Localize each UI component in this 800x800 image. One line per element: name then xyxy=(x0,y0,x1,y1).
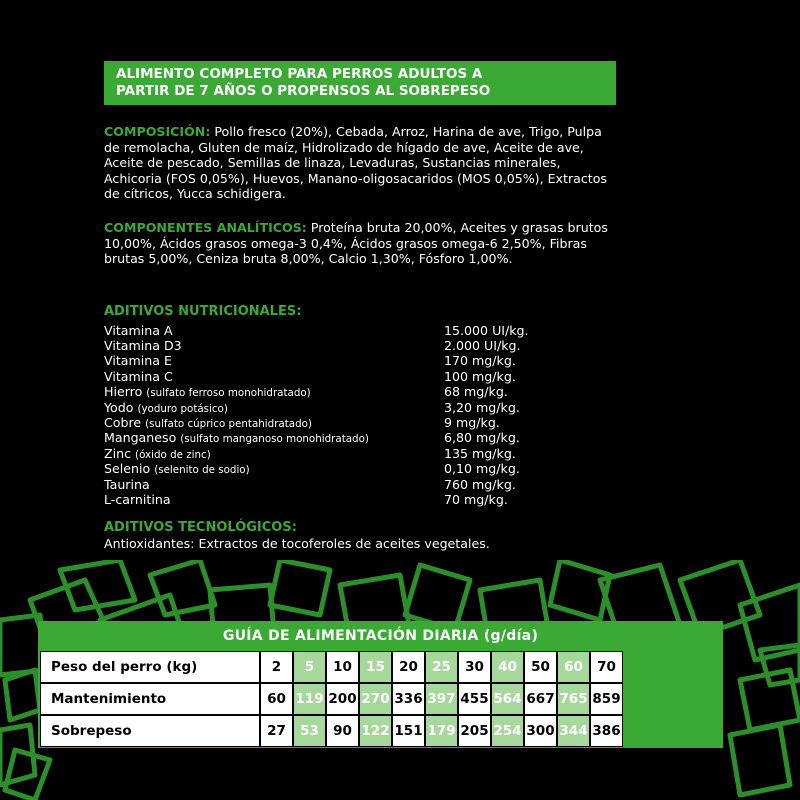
additive-name xyxy=(104,369,444,384)
additive-row xyxy=(104,353,624,368)
additive-name xyxy=(104,338,444,353)
feeding-row-label: Sobrepeso xyxy=(40,715,260,747)
analytical-text: Proteína bruta 20,00%, Aceites y grasas brutos 10,00%, Ácidos grasos omega-3 0,4%, Ácidos grasos omega-6 2,50%, Fibras brutas 5,00%, Ceniza bruta 8,00%, Calcio 1,30%, Fósforo 1,00%. xyxy=(104,220,608,267)
feeding-cell: 122 xyxy=(359,715,392,747)
feeding-cell: 5 xyxy=(293,651,326,683)
feeding-cell: 53 xyxy=(293,715,326,747)
feeding-cell: 397 xyxy=(425,683,458,715)
additive-name-text: Manganeso xyxy=(104,430,181,446)
feeding-cell: 179 xyxy=(425,715,458,747)
additive-note: (sulfato cúprico pentahidratado) xyxy=(145,417,312,430)
additive-note: (sulfato ferroso monohidratado) xyxy=(146,387,311,400)
additive-row xyxy=(104,492,624,507)
additive-note: (sulfato manganoso monohidratado) xyxy=(180,433,369,446)
additive-name-text: Zinc xyxy=(104,445,136,461)
additive-name xyxy=(104,446,444,461)
additive-name-text: Taurina xyxy=(104,476,150,492)
feeding-cell: 90 xyxy=(326,715,359,747)
feeding-cell: 60 xyxy=(557,651,590,683)
composition-section xyxy=(104,124,616,202)
feeding-cell: 40 xyxy=(491,651,524,683)
technological-additives xyxy=(104,520,624,551)
feeding-cell: 30 xyxy=(458,651,491,683)
additive-note: (yoduro potásico) xyxy=(137,402,228,415)
additive-name-text: Vitamina E xyxy=(104,353,172,369)
feeding-table xyxy=(40,651,623,747)
additive-value: 760 mg/kg. xyxy=(444,476,516,492)
analytical-section xyxy=(104,220,616,267)
feeding-row xyxy=(40,651,623,683)
feeding-guide xyxy=(38,621,723,748)
additive-name xyxy=(104,492,444,507)
feeding-row-label: Peso del perro (kg) xyxy=(40,651,260,683)
additive-row xyxy=(104,415,624,430)
additive-row xyxy=(104,384,624,399)
vitamin-list xyxy=(104,323,624,508)
composition-label: COMPOSICIÓN: xyxy=(104,124,211,139)
feeding-cell: 270 xyxy=(359,683,392,715)
additive-value: 3,20 mg/kg. xyxy=(444,399,520,415)
feeding-cell: 119 xyxy=(293,683,326,715)
additive-note: (selenito de sodio) xyxy=(154,464,250,477)
additive-name xyxy=(104,400,444,415)
additive-name-text: Vitamina D3 xyxy=(104,337,182,353)
additive-row xyxy=(104,430,624,445)
feeding-cell: 300 xyxy=(524,715,557,747)
feeding-row-label: Mantenimiento xyxy=(40,683,260,715)
feeding-cell: 25 xyxy=(425,651,458,683)
additive-value: 2.000 UI/kg. xyxy=(444,337,521,353)
additive-row xyxy=(104,338,624,353)
additive-row xyxy=(104,477,624,492)
additive-row xyxy=(104,461,624,476)
additive-name xyxy=(104,384,444,399)
additive-value: 6,80 mg/kg. xyxy=(444,430,520,446)
feeding-cell: 27 xyxy=(260,715,293,747)
additive-value: 68 mg/kg. xyxy=(444,384,508,400)
feeding-cell: 386 xyxy=(590,715,623,747)
additive-name-text: Cobre xyxy=(104,414,146,430)
additive-value: 135 mg/kg. xyxy=(444,445,516,461)
additive-value: 70 mg/kg. xyxy=(444,491,508,507)
feeding-row xyxy=(40,715,623,747)
feeding-cell: 200 xyxy=(326,683,359,715)
additive-note: (óxido de zinc) xyxy=(135,448,211,461)
feeding-cell: 70 xyxy=(590,651,623,683)
feeding-row xyxy=(40,683,623,715)
additive-name-text: Vitamina A xyxy=(104,322,173,338)
additive-value: 9 mg/kg. xyxy=(444,414,500,430)
additive-name xyxy=(104,323,444,338)
additive-row xyxy=(104,369,624,384)
nutritional-additives xyxy=(104,304,624,507)
feeding-cell: 205 xyxy=(458,715,491,747)
feeding-cell: 15 xyxy=(359,651,392,683)
additive-row xyxy=(104,323,624,338)
header-line-2: PARTIR DE 7 AÑOS O PROPENSOS AL SOBREPESO xyxy=(116,83,491,99)
feeding-cell: 859 xyxy=(590,683,623,715)
feeding-cell: 2 xyxy=(260,651,293,683)
feeding-cell: 20 xyxy=(392,651,425,683)
feeding-cell: 50 xyxy=(524,651,557,683)
additive-row xyxy=(104,400,624,415)
additive-name xyxy=(104,430,444,445)
additive-value: 15.000 UI/kg. xyxy=(444,322,529,338)
analytical-label: COMPONENTES ANALÍTICOS: xyxy=(104,220,307,235)
product-header xyxy=(104,61,616,105)
additive-name xyxy=(104,415,444,430)
feeding-cell: 455 xyxy=(458,683,491,715)
technological-text: Antioxidantes: Extractos de tocoferoles de aceites vegetales. xyxy=(104,535,490,551)
additive-name-text: Yodo xyxy=(104,399,138,415)
feeding-guide-title: GUÍA DE ALIMENTACIÓN DIARIA (g/día) xyxy=(222,628,539,644)
additive-row xyxy=(104,446,624,461)
additive-name-text: Hierro xyxy=(104,384,147,400)
additive-value: 100 mg/kg. xyxy=(444,368,516,384)
additive-name xyxy=(104,461,444,476)
additive-name-text: L-carnitina xyxy=(104,491,171,507)
feeding-cell: 254 xyxy=(491,715,524,747)
additive-name xyxy=(104,353,444,368)
feeding-cell: 60 xyxy=(260,683,293,715)
additive-value: 0,10 mg/kg. xyxy=(444,461,520,477)
header-line-1: ALIMENTO COMPLETO PARA PERROS ADULTOS A xyxy=(116,66,483,82)
feeding-cell: 344 xyxy=(557,715,590,747)
additive-name-text: Vitamina C xyxy=(104,368,173,384)
feeding-cell: 765 xyxy=(557,683,590,715)
nutritional-title: ADITIVOS NUTRICIONALES: xyxy=(104,304,302,319)
feeding-cell: 151 xyxy=(392,715,425,747)
composition-text: Pollo fresco (20%), Cebada, Arroz, Harina de ave, Trigo, Pulpa de remolacha, Gluten de maíz, Hidrolizado de hígado de ave, Aceite de ave, Aceite de pescado, Semillas de linaza, Levaduras, Sustancias minerales, Achicoria (FOS 0,05%), Huevos, Manano-oligosacaridos (MOS 0,05%), Extractos de cítricos, Yucca schidigera. xyxy=(104,124,607,202)
feeding-cell: 564 xyxy=(491,683,524,715)
feeding-cell: 667 xyxy=(524,683,557,715)
technological-title: ADITIVOS TECNOLÓGICOS: xyxy=(104,520,297,535)
additive-value: 170 mg/kg. xyxy=(444,353,516,369)
additive-name xyxy=(104,477,444,492)
feeding-cell: 10 xyxy=(326,651,359,683)
feeding-cell: 336 xyxy=(392,683,425,715)
additive-name-text: Selenio xyxy=(104,461,155,477)
